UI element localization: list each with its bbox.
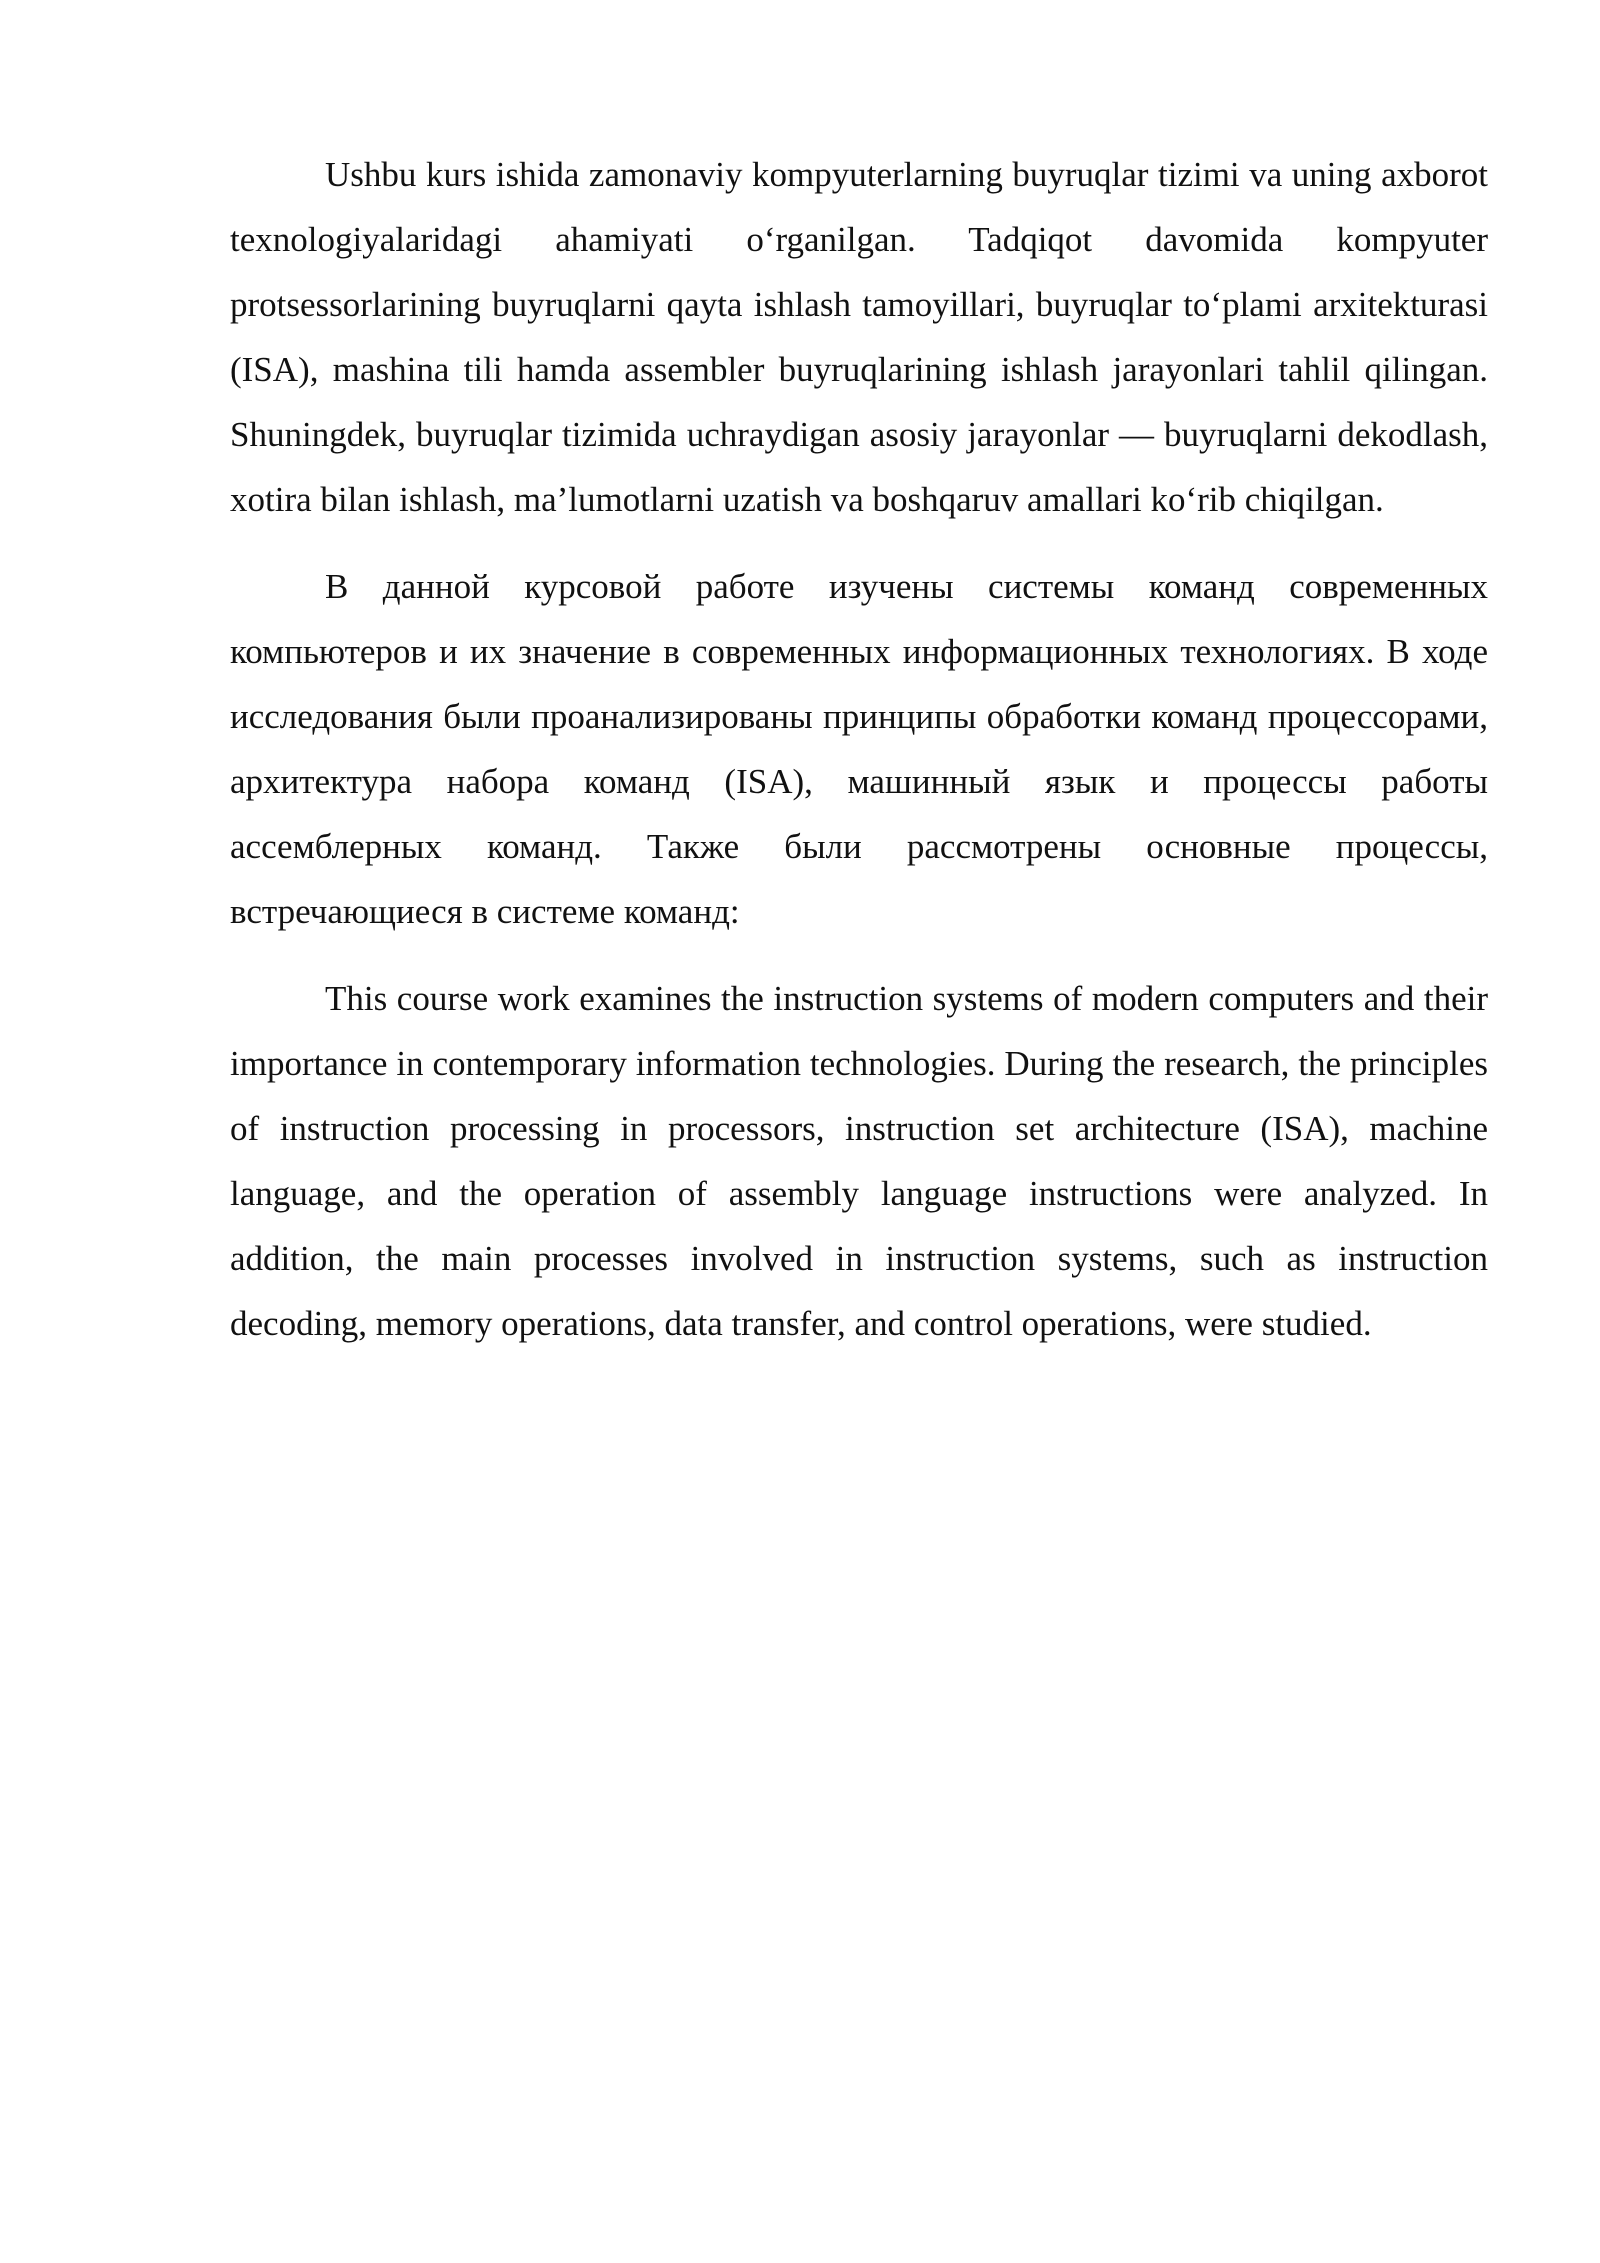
abstract-paragraph-uzbek: Ushbu kurs ishida zamonaviy kompyuterlarning buyruqlar tizimi va uning axborot texnologiyalaridagi ahamiyati o‘rganilgan. Tadqiqot davomida kompyuter protsessorlarining buyruqlarni qayta ishlash tamoyillari, buyruqlar to‘plami arxitekturasi (ISA), mashina tili hamda assembler buyruqlarining ishlash jarayonlari tahlil qilingan. Shuningdek, buyruqlar tizimida uchraydigan asosiy jarayonlar — buyruqlarni dekodlash, xotira bilan ishlash, ma’lumotlarni uzatish va boshqaruv amallari ko‘rib chiqilgan. (230, 155, 1488, 519)
abstract-paragraph-russian: В данной курсовой работе изучены системы команд современных компьютеров и их значение в современных информационных технологиях. В ходе исследования были проанализированы принципы обработки команд процессорами, архитектура набора команд (ISA), машинный язык и процессы работы ассемблерных команд. Также были рассмотрены основные процессы, встречающиеся в системе команд: (230, 567, 1488, 931)
document-body (230, 142, 1488, 1378)
abstract-paragraph-english: This course work examines the instruction systems of modern computers and their importance in contemporary information technologies. During the research, the principles of instruction processing in processors, instruction set architecture (ISA), machine language, and the operation of assembly language instructions were analyzed. In addition, the main processes involved in instruction systems, such as instruction decoding, memory operations, data transfer, and control operations, were studied. (230, 979, 1488, 1343)
